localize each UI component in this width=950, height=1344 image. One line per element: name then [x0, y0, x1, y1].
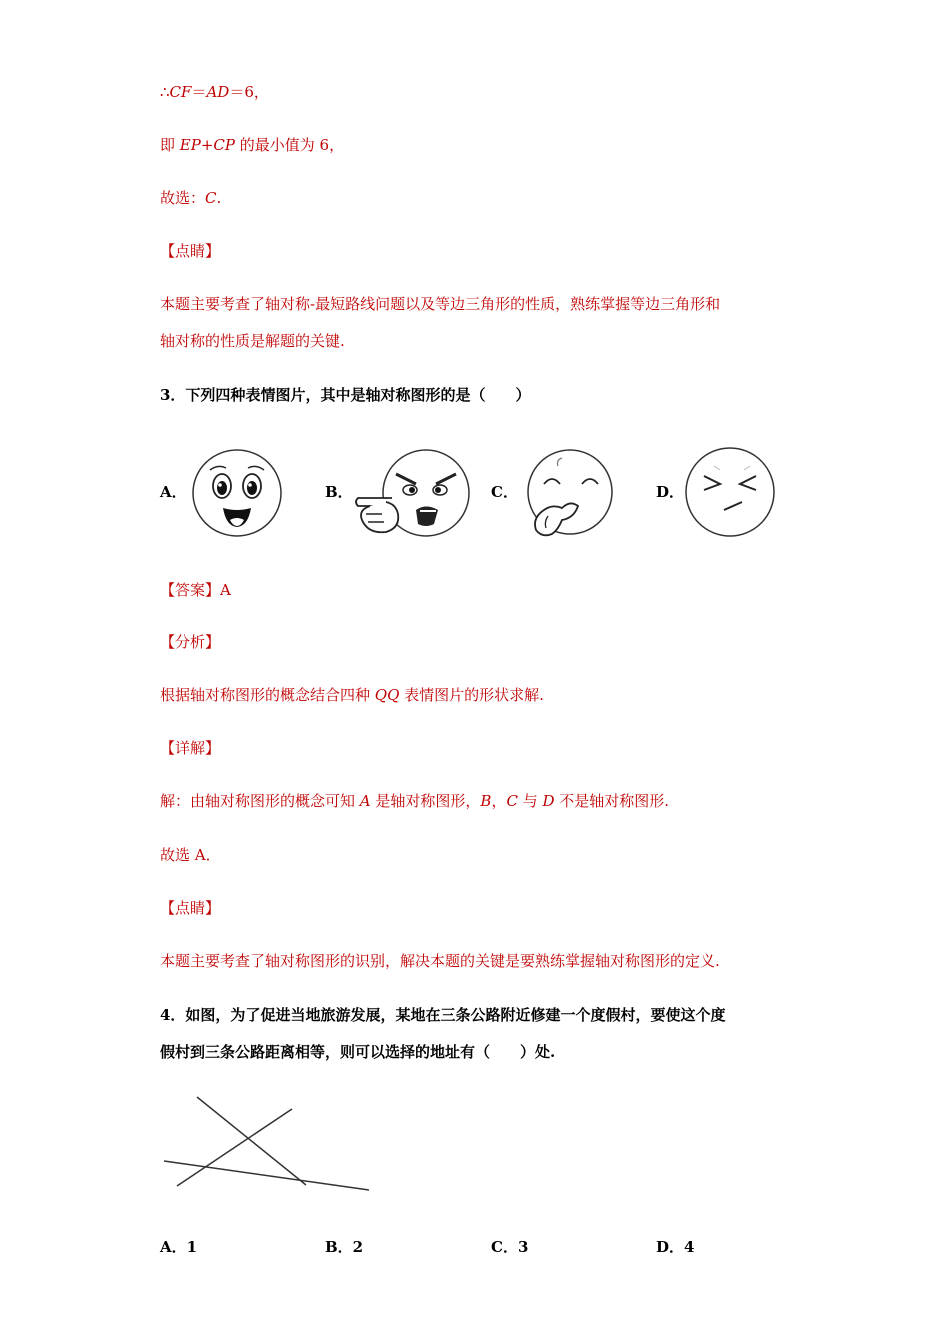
q3-fenxi-text: [160, 685, 544, 705]
xj-comma: ，: [491, 792, 507, 810]
q4-option-d: D．4: [656, 1238, 695, 1256]
q4-stem-line-2: 假村到三条公路距离相等，则可以选择的地址有（ ）处.: [160, 1043, 556, 1061]
equals-sign: ＝: [191, 83, 207, 101]
prev-dianjing-text-2: 轴对称的性质是解题的关键.: [160, 332, 345, 350]
xj-var-d: D: [542, 792, 555, 810]
min-value-text: 的最小值为 6，: [234, 136, 345, 154]
var-ad: AD: [206, 83, 230, 101]
var-cp: CP: [213, 136, 235, 154]
fenxi-tail: 表情图片的形状求解.: [399, 686, 544, 704]
therefore-symbol: ∴: [160, 83, 170, 101]
equals-six: ＝6，: [229, 83, 269, 101]
choice-prefix: 故选：: [160, 189, 206, 207]
q3-xiangjie-label: 【详解】: [160, 739, 221, 757]
prev-line-min-value: [160, 135, 344, 155]
road-line-2: [177, 1109, 292, 1186]
plus-sign: +: [200, 136, 214, 154]
xj-var-b: B: [480, 792, 492, 810]
q3-option-b-label: B．: [325, 483, 353, 501]
smiley-face-icon: [190, 448, 284, 538]
var-cf: CF: [169, 83, 192, 101]
choice-c: C: [205, 189, 217, 207]
var-ep: EP: [179, 136, 201, 154]
xj-var-a: A: [359, 792, 371, 810]
three-roads-diagram: [160, 1092, 374, 1198]
angry-pointing-face-icon: [352, 448, 478, 540]
text-ji: 即: [160, 136, 180, 154]
q3-xiangjie-text: [160, 791, 669, 811]
xj-mid: 是轴对称图形，: [370, 792, 481, 810]
q3-answer-value: A: [220, 581, 231, 599]
q3-option-d-label: D．: [656, 483, 685, 501]
xj-var-c: C: [506, 792, 518, 810]
q3-xiangjie-choice: 故选 A．: [160, 846, 221, 864]
prev-dianjing-label: 【点睛】: [160, 242, 221, 260]
xj-pre: 解：由轴对称图形的概念可知: [160, 792, 360, 810]
xj-tail: 不是轴对称图形.: [554, 792, 670, 810]
q3-option-a-label: A．: [160, 483, 187, 501]
q4-option-b: B．2: [325, 1238, 364, 1256]
road-line-3: [164, 1161, 369, 1190]
q3-answer: [160, 580, 231, 600]
q3-stem: 3．下列四种表情图片，其中是轴对称图形的是（ ）: [160, 386, 531, 404]
q4-option-c: C．3: [491, 1238, 529, 1256]
xj-and: 与: [517, 792, 543, 810]
prev-line-cf-ad: [160, 82, 269, 102]
fenxi-pre: 根据轴对称图形的概念结合四种: [160, 686, 375, 704]
q3-dianjing-label: 【点睛】: [160, 899, 221, 917]
q3-fenxi-label: 【分析】: [160, 633, 221, 651]
shy-covering-mouth-face-icon: [518, 446, 614, 540]
prev-dianjing-text-1: 本题主要考查了轴对称-最短路线问题以及等边三角形的性质，熟练掌握等边三角形和: [160, 295, 721, 313]
prev-line-choice: [160, 188, 221, 208]
q3-option-c-label: C．: [491, 483, 518, 501]
q3-dianjing-text: 本题主要考查了轴对称图形的识别，解决本题的关键是要熟练掌握轴对称图形的定义.: [160, 952, 720, 970]
q4-option-a: A．1: [160, 1238, 198, 1256]
q3-answer-label: 【答案】: [160, 581, 221, 599]
choice-period: .: [216, 189, 222, 207]
squinting-face-icon: [684, 446, 776, 538]
q4-stem-line-1: 4．如图，为了促进当地旅游发展，某地在三条公路附近修建一个度假村，要使这个度: [160, 1006, 726, 1024]
fenxi-qq: QQ: [374, 686, 400, 704]
